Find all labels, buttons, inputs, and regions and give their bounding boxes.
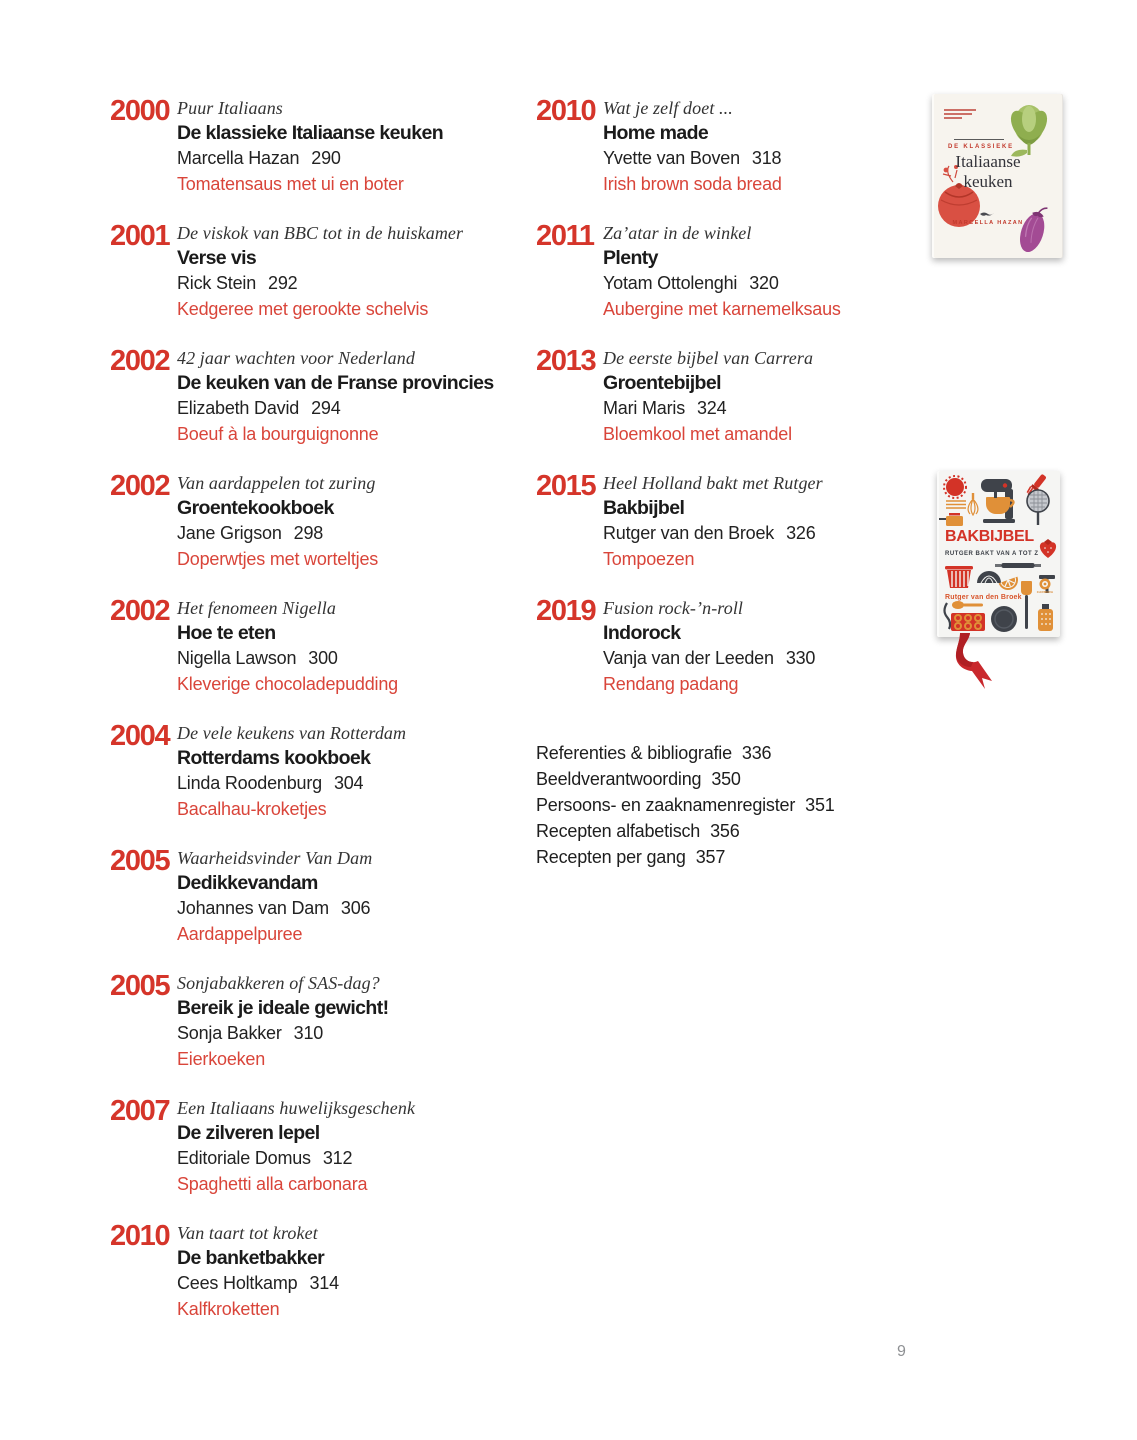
- whisk-icon: [968, 493, 978, 515]
- entry-text-block: [603, 597, 936, 697]
- entry-author: Vanja van der Leeden: [603, 648, 774, 668]
- entry-year: 2002: [110, 345, 170, 377]
- entry-author: Yotam Ottolenghi: [603, 273, 738, 293]
- entry-page-number: 304: [333, 773, 364, 793]
- cover-author: Rutger van den Broek: [945, 594, 1022, 601]
- entry-author: Linda Roodenburg: [177, 773, 322, 793]
- saucepan-icon: [939, 513, 963, 526]
- entry-year: 2001: [110, 220, 170, 252]
- entry-author-line: [177, 396, 520, 421]
- entry-title: De keuken van de Franse provincies: [177, 372, 494, 394]
- toc-entry: [110, 1222, 520, 1322]
- cover-ornament: [980, 211, 994, 217]
- entry-title: De klassieke Italiaanse keuken: [177, 122, 444, 144]
- entry-recipe: Kalfkroketten: [177, 1299, 280, 1319]
- entry-year: 2000: [110, 95, 170, 127]
- entry-page-number: 298: [293, 523, 324, 543]
- entry-year: 2005: [110, 845, 170, 877]
- entry-subtitle: Waarheidsvinder Van Dam: [177, 848, 373, 868]
- entry-text-block: [177, 472, 520, 572]
- entry-recipe: Tompoezen: [603, 549, 695, 569]
- reference-page-number: 356: [710, 821, 740, 841]
- spatula-icon: [1021, 581, 1032, 629]
- entry-page-number: 292: [268, 273, 298, 293]
- entry-author: Yvette van Boven: [603, 148, 740, 168]
- toc-entry: [110, 847, 520, 947]
- entry-text-block: [177, 847, 520, 947]
- toc-entry: [110, 972, 520, 1072]
- reference-line: [536, 766, 896, 792]
- entry-text-block: [177, 972, 520, 1072]
- entry-author: Sonja Bakker: [177, 1023, 282, 1043]
- ribbon-bookmark-icon: [946, 633, 1016, 695]
- entry-author-line: [603, 396, 936, 421]
- entry-year: 2007: [110, 1095, 170, 1127]
- entry-subtitle: Puur Italiaans: [177, 98, 283, 118]
- entry-page-number: 310: [293, 1023, 324, 1043]
- toc-entry: [110, 1097, 520, 1197]
- entry-recipe: Spaghetti alla carbonara: [177, 1174, 368, 1194]
- eggplant-illustration: [1016, 203, 1052, 255]
- entry-recipe: Bloemkool met amandel: [603, 424, 792, 444]
- entry-page-number: 326: [786, 523, 816, 543]
- toc-entry: [536, 472, 936, 572]
- grater-icon: [1038, 604, 1053, 631]
- cover-series-text: DE KLASSIEKE: [948, 144, 1014, 150]
- reference-line: [536, 792, 896, 818]
- fluted-pan-icon: [945, 566, 973, 588]
- cover-author: MARCELLA HAZAN: [952, 220, 1024, 226]
- reference-page-number: 350: [711, 769, 741, 789]
- entry-year: 2019: [536, 595, 596, 627]
- entry-year: 2002: [110, 595, 170, 627]
- entry-author-line: [177, 1271, 520, 1296]
- entry-page-number: 330: [785, 648, 816, 668]
- entry-text-block: [603, 472, 936, 572]
- entry-page-number: 324: [697, 398, 727, 418]
- sun-icon: [944, 476, 966, 498]
- entry-title: De zilveren lepel: [177, 1122, 320, 1144]
- entry-recipe: Doperwtjes met worteltjes: [177, 549, 379, 569]
- entry-title: Groentekookboek: [177, 497, 334, 519]
- rolling-pin-icon: [995, 563, 1041, 568]
- entry-page-number: 306: [340, 898, 371, 918]
- entry-text-block: [177, 222, 520, 322]
- cake-pan-icon: [991, 606, 1017, 632]
- entry-subtitle: Heel Holland bakt met Rutger: [603, 473, 823, 493]
- wooden-spoon-icon: [952, 601, 983, 609]
- toc-entry: [110, 347, 520, 447]
- entry-subtitle: Het fenomeen Nigella: [177, 598, 336, 618]
- cover-quote-lines: [944, 109, 976, 121]
- entry-author-line: [177, 146, 520, 171]
- entry-text-block: [177, 347, 520, 447]
- entry-year: 2002: [110, 470, 170, 502]
- toc-entry: [110, 97, 520, 197]
- cover-publisher: CARRERA: [1036, 590, 1054, 594]
- washboard-icon: [946, 501, 966, 508]
- entry-recipe: Irish brown soda bread: [603, 174, 782, 194]
- toc-right-column: [536, 97, 936, 722]
- entry-title: Dedikkevandam: [177, 872, 318, 894]
- entry-year: 2004: [110, 720, 170, 752]
- sieve-icon: [1027, 490, 1049, 525]
- entry-subtitle: De vele keukens van Rotterdam: [177, 723, 407, 743]
- references-list: [536, 740, 896, 870]
- stand-mixer-icon: [981, 479, 1015, 523]
- entry-title: Rotterdams kookboek: [177, 747, 371, 769]
- entry-author-line: [603, 271, 936, 296]
- entry-author-line: [603, 646, 936, 671]
- entry-author: Rutger van den Broek: [603, 523, 775, 543]
- entry-subtitle: Wat je zelf doet ...: [603, 98, 733, 118]
- publisher-logo-icon: [1040, 579, 1051, 590]
- entry-title: Groentebijbel: [603, 372, 721, 394]
- entry-recipe: Kleverige chocoladepudding: [177, 674, 398, 694]
- entry-subtitle: Fusion rock-’n-roll: [603, 598, 744, 618]
- entry-author-line: [177, 1021, 520, 1046]
- entry-year: 2005: [110, 970, 170, 1002]
- entry-recipe: Aubergine met karnemelksaus: [603, 299, 841, 319]
- reference-page-number: 351: [805, 795, 835, 815]
- entry-page-number: 290: [311, 148, 341, 168]
- entry-text-block: [177, 1222, 520, 1322]
- toc-entry: [110, 597, 520, 697]
- reference-label: Recepten per gang: [536, 847, 686, 867]
- toc-entry: [110, 222, 520, 322]
- entry-year: 2015: [536, 470, 596, 502]
- entry-recipe: Tomatensaus met ui en boter: [177, 174, 404, 194]
- entry-recipe: Aardappelpuree: [177, 924, 303, 944]
- entry-title: Hoe te eten: [177, 622, 276, 644]
- cover-rule: [954, 139, 1004, 140]
- toc-entry: [536, 597, 936, 697]
- reference-label: Recepten alfabetisch: [536, 821, 701, 841]
- entry-page-number: 314: [309, 1273, 339, 1293]
- entry-recipe: Rendang padang: [603, 674, 739, 694]
- entry-author: Elizabeth David: [177, 398, 300, 418]
- entry-author-line: [177, 1146, 520, 1171]
- page-number: 9: [897, 1343, 906, 1360]
- cover-subtitle: RUTGER BAKT VAN A TOT Z: [945, 551, 1039, 557]
- entry-author-line: [603, 146, 936, 171]
- entry-page-number: 318: [751, 148, 782, 168]
- entry-author: Johannes van Dam: [177, 898, 329, 918]
- entry-author: Mari Maris: [603, 398, 685, 418]
- toc-entry: [536, 222, 936, 322]
- entry-text-block: [177, 597, 520, 697]
- entry-recipe: Boeuf à la bourguignonne: [177, 424, 379, 444]
- entry-recipe: Bacalhau-kroketjes: [177, 799, 327, 819]
- reference-label: Referenties & bibliografie: [536, 743, 732, 763]
- entry-subtitle: De viskok van BBC tot in de huiskamer: [177, 223, 464, 243]
- entry-text-block: [603, 347, 936, 447]
- entry-title: Bereik je ideale gewicht!: [177, 997, 389, 1019]
- entry-author-line: [177, 771, 520, 796]
- entry-title: Verse vis: [177, 247, 257, 269]
- reference-line: [536, 818, 896, 844]
- reference-page-number: 336: [741, 743, 772, 763]
- entry-year: 2011: [536, 220, 594, 252]
- entry-author-line: [177, 521, 520, 546]
- entry-recipe: Eierkoeken: [177, 1049, 266, 1069]
- entry-recipe: Kedgeree met gerookte schelvis: [177, 299, 429, 319]
- toc-left-column: [110, 97, 520, 1347]
- reference-line: [536, 740, 896, 766]
- entry-text-block: [603, 222, 936, 322]
- entry-text-block: [603, 97, 936, 197]
- entry-title: De banketbakker: [177, 1247, 325, 1269]
- juicer-icon: [977, 571, 1001, 583]
- muffin-tin-icon: [951, 613, 985, 631]
- reference-label: Beeldverantwoording: [536, 769, 702, 789]
- entry-author-line: [177, 271, 520, 296]
- entry-text-block: [177, 722, 520, 822]
- entry-author: Jane Grigson: [177, 523, 282, 543]
- entry-page-number: 312: [322, 1148, 353, 1168]
- entry-subtitle: Van aardappelen tot zuring: [177, 473, 376, 493]
- entry-page-number: 300: [308, 648, 338, 668]
- entry-author: Cees Holtkamp: [177, 1273, 298, 1293]
- entry-title: Plenty: [603, 247, 658, 269]
- reference-line: [536, 844, 896, 870]
- cover-title: BAKBIJBEL: [945, 528, 1034, 545]
- entry-author-line: [177, 896, 520, 921]
- entry-subtitle: 42 jaar wachten voor Nederland: [177, 348, 415, 368]
- entry-text-block: [177, 97, 520, 197]
- toc-entry: [110, 722, 520, 822]
- entry-subtitle: De eerste bijbel van Carrera: [603, 348, 814, 368]
- entry-author: Marcella Hazan: [177, 148, 300, 168]
- toc-entry: [536, 97, 936, 197]
- cover-title: Italiaanse keuken: [955, 152, 1021, 191]
- opener-icon: [945, 603, 951, 629]
- entry-author: Rick Stein: [177, 273, 257, 293]
- entry-year: 2010: [110, 1220, 170, 1252]
- entry-author: Editoriale Domus: [177, 1148, 311, 1168]
- toc-entry: [110, 472, 520, 572]
- book-cover-bakbijbel: [937, 471, 1060, 637]
- entry-year: 2013: [536, 345, 596, 377]
- entry-author-line: [603, 521, 936, 546]
- entry-title: Indorock: [603, 622, 681, 644]
- citrus-slice-icon: [999, 577, 1021, 593]
- entry-subtitle: Za’atar in de winkel: [603, 223, 752, 243]
- entry-page-number: 294: [311, 398, 341, 418]
- entry-author: Nigella Lawson: [177, 648, 297, 668]
- entry-text-block: [177, 1097, 520, 1197]
- entry-author-line: [177, 646, 520, 671]
- entry-subtitle: Een Italiaans huwelijksgeschenk: [177, 1098, 416, 1118]
- entry-year: 2010: [536, 95, 596, 127]
- entry-title: Bakbijbel: [603, 497, 685, 519]
- toc-entry: [536, 347, 936, 447]
- book-cover-italiaanse-keuken: [932, 94, 1063, 258]
- entry-page-number: 320: [749, 273, 779, 293]
- entry-subtitle: Van taart tot kroket: [177, 1223, 318, 1243]
- reference-label: Persoons- en zaaknamenregister: [536, 795, 796, 815]
- entry-subtitle: Sonjabakkeren of SAS-dag?: [177, 973, 380, 993]
- reference-page-number: 357: [695, 847, 726, 867]
- entry-title: Home made: [603, 122, 709, 144]
- strawberry-icon: [1040, 539, 1056, 558]
